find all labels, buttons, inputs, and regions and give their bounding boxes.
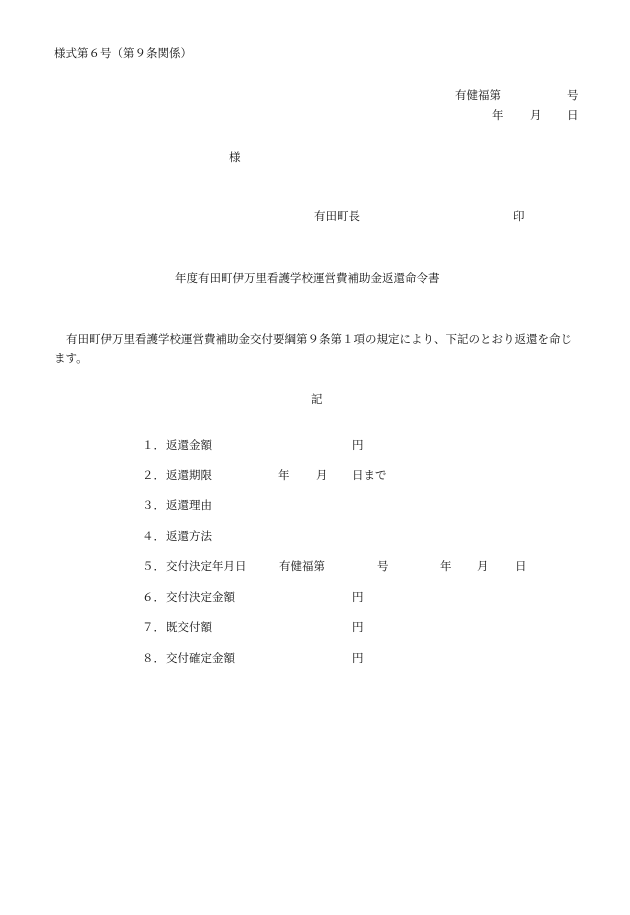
item-label: 交付決定年月日 xyxy=(166,559,247,573)
month-unit: 月 xyxy=(477,559,489,573)
doc-number-prefix: 有健福第 xyxy=(455,88,501,102)
item-label: 返還方法 xyxy=(166,529,212,543)
item-label: 返還理由 xyxy=(166,498,212,512)
decision-number-prefix: 有健福第 xyxy=(279,559,325,573)
item-label: 返還期限 xyxy=(166,468,212,482)
item-label: 既交付額 xyxy=(166,620,212,634)
ki-heading: 記 xyxy=(311,392,323,406)
day-unit: 日 xyxy=(515,559,527,573)
issuer-name: 有田町長 xyxy=(314,209,360,223)
yen-unit: 円 xyxy=(352,590,364,604)
month-unit: 月 xyxy=(316,468,328,482)
year-unit: 年 xyxy=(278,468,290,482)
item-label: 返還金額 xyxy=(166,438,212,452)
year-unit: 年 xyxy=(440,559,452,573)
item-number: ４． xyxy=(142,529,165,543)
decision-number-suffix: 号 xyxy=(377,559,389,573)
yen-unit: 円 xyxy=(352,651,364,665)
addressee: 様 xyxy=(229,150,241,164)
yen-unit: 円 xyxy=(352,620,364,634)
date-month: 月 xyxy=(530,108,542,122)
item-number: ６． xyxy=(142,590,165,604)
document-title: 年度有田町伊万里看護学校運営費補助金返還命令書 xyxy=(175,271,440,285)
date-year: 年 xyxy=(492,108,504,122)
date-day: 日 xyxy=(567,108,579,122)
form-label: 様式第６号（第９条関係） xyxy=(54,46,192,60)
doc-number-suffix: 号 xyxy=(567,88,579,102)
item-label: 交付確定金額 xyxy=(166,651,235,665)
day-until-unit: 日まで xyxy=(352,468,387,482)
item-number: １． xyxy=(142,438,165,452)
item-number: ２． xyxy=(142,468,165,482)
item-number: ７． xyxy=(142,620,165,634)
body-paragraph: 有田町伊万里看護学校運営費補助金交付要綱第９条第１項の規定により、下記のとおり返還を命じます。 xyxy=(54,332,572,365)
item-number: ８． xyxy=(142,651,165,665)
item-number: ３． xyxy=(142,498,165,512)
item-label: 交付決定金額 xyxy=(166,590,235,604)
item-number: ５． xyxy=(142,559,165,573)
yen-unit: 円 xyxy=(352,438,364,452)
issuer-seal: 印 xyxy=(513,209,525,223)
